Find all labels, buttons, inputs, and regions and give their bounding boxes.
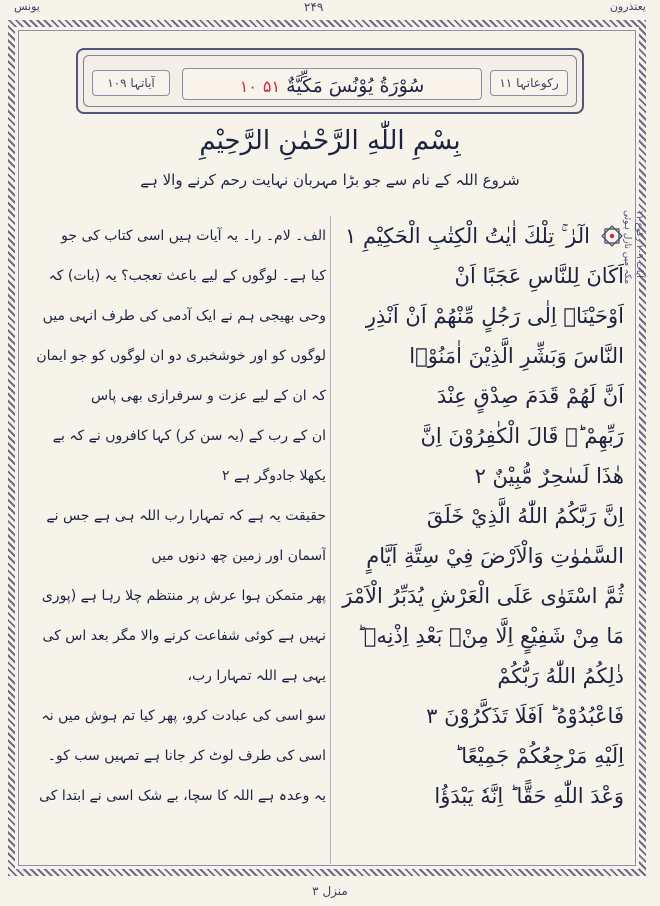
verse-row <box>26 256 630 296</box>
surah-running-head-left: یونس <box>14 0 40 13</box>
arabic-verse: السَّمٰوٰتِ وَالْاَرْضَ فِيْ سِتَّةِ اَيَّامٍ <box>366 544 624 568</box>
arabic-verse: وَعْدَ اللّٰهِ حَقًّا ؕ اِنَّهٗ يَبْدَؤُا <box>434 784 624 808</box>
urdu-translation: کہ ان کے لیے عزت و سرفرازی بھی پاس <box>91 388 326 404</box>
verse-row <box>26 576 630 616</box>
urdu-translation: وحی بھیجی ہم نے ایک آدمی کی طرف انہی میں <box>42 308 326 324</box>
arabic-verse: اِنَّ رَبَّكُمُ اللّٰهُ الَّذِيْ خَلَقَ <box>426 504 624 528</box>
verse-row <box>26 296 630 336</box>
surah-order-number: ۵۱ <box>262 77 281 96</box>
surah-name-box <box>182 68 482 100</box>
translation-heading: شروع اللہ کے نام سے جو بڑا مہربان نہایت رحم کرنے والا ہے <box>140 171 520 189</box>
verse-translation-grid <box>26 216 630 864</box>
side-note-right: آیات ۱۰۹ رکوع ۱۱ <box>634 210 644 278</box>
arabic-verse: اَوْحَيْنَاۤ اِلٰى رَجُلٍ مِّنْهُمْ اَنْ اَنْذِرِ <box>365 304 624 328</box>
urdu-translation: ان کے رب کے (یہ سن کر) کہا کافروں نے کہ بے <box>52 428 326 444</box>
arabic-verse: اِلَيْهِ مَرْجِعُكُمْ جَمِيْعًا ؕ <box>454 744 624 768</box>
verse-row <box>26 216 630 256</box>
urdu-translation: یہی ہے اللہ تمہارا رب، <box>187 668 326 684</box>
bismillah: بِسْمِ اللّٰهِ الرَّحْمٰنِ الرَّحِيْمِ <box>199 126 461 156</box>
urdu-translation: اسی کی طرف لوٹ کر جانا ہے تمہیں سب کو۔ <box>47 748 326 764</box>
arabic-verse: الٓرٰ ۚ تِلْكَ اٰيٰتُ الْكِتٰبِ الْحَكِيْمِ ۱ <box>344 224 590 248</box>
urdu-translation: حقیقت یہ ہے کہ تمہارا رب اللہ ہی ہے جس نے <box>46 508 326 524</box>
verse-row <box>26 336 630 376</box>
side-note-left: مکہ میں نازل ہوئی <box>622 210 632 285</box>
urdu-translation: یکھلا جادوگر ہے ۲ <box>221 468 326 484</box>
verse-row <box>26 456 630 496</box>
arabic-verse: فَاعْبُدُوْهُ ؕ اَفَلَا تَذَكَّرُوْنَ ۳ <box>426 704 624 728</box>
arabic-verse: اَكَانَ لِلنَّاسِ عَجَبًا اَنْ <box>454 264 624 288</box>
verse-row <box>26 696 630 736</box>
verse-row <box>26 376 630 416</box>
surah-title-panel <box>76 48 584 114</box>
surah-title: سُوْرَةُ يُوْنُسَ مَكِّيَّةٌ <box>286 75 425 97</box>
ayat-count-box: آیاتہا ۱۰۹ <box>92 70 170 96</box>
running-head-right: یعتذرون <box>609 0 646 13</box>
manzil-footer: منزل ۳ <box>312 884 348 898</box>
arabic-verse: اَنَّ لَهُمْ قَدَمَ صِدْقٍ عِنْدَ <box>436 384 624 408</box>
arabic-verse: ثُمَّ اسْتَوٰى عَلَى الْعَرْشِ يُدَبِّرُ الْاَمْرَ <box>342 584 624 608</box>
urdu-translation: کیا ہے۔ لوگوں کے لیے باعث تعجب؟ یہ (بات) کہ <box>48 268 326 284</box>
surah-number: ۱۰ <box>239 77 257 96</box>
verse-row <box>26 736 630 776</box>
verse-row <box>26 496 630 536</box>
urdu-translation: یہ وعدہ ہے اللہ کا سچا، بے شک اسی نے ابتدا کی <box>39 788 326 804</box>
verse-row <box>26 656 630 696</box>
urdu-translation: الف۔ لام۔ را۔ یہ آیات ہیں اسی کتاب کی جو <box>61 228 326 244</box>
urdu-translation: آسمان اور زمین چھ دنوں میں <box>151 548 326 564</box>
verse-row <box>26 776 630 816</box>
urdu-translation: لوگوں کو اور خوشخبری دو ان لوگوں کو جو ایمان <box>36 348 326 364</box>
arabic-verse: ذٰلِكُمُ اللّٰهُ رَبُّكُمْ <box>497 664 624 688</box>
urdu-translation: پھر متمکن ہوا عرش پر منتظم چلا رہا ہے (پوری <box>41 588 326 604</box>
arabic-verse: مَا مِنْ شَفِيْعٍ اِلَّا مِنْۢ بَعْدِ اِذْنِهٖ ؕ <box>357 624 624 648</box>
arabic-verse: هٰذَا لَسٰحِرٌ مُّبِيْنٌ ۲ <box>474 464 624 488</box>
verse-row <box>26 616 630 656</box>
urdu-translation: نہیں ہے کوئی شفاعت کرنے والا مگر بعد اس کی <box>42 628 326 644</box>
surah-title-line <box>183 75 481 97</box>
urdu-translation: سو اسی کی عبادت کرو، پھر کیا تم ہوش میں نہ <box>41 708 326 724</box>
ruku-count-box: رکوعاتہا ۱۱ <box>490 70 568 96</box>
arabic-verse: النَّاسَ وَبَشِّرِ الَّذِيْنَ اٰمَنُوْۤا <box>409 344 624 368</box>
page-number: ۲۴۹ <box>304 0 324 14</box>
verse-row <box>26 536 630 576</box>
rub-el-hizb-icon <box>600 224 624 248</box>
arabic-verse: رَبِّهِمْ ؕؔ قَالَ الْكٰفِرُوْنَ اِنَّ <box>420 424 624 448</box>
verse-row <box>26 416 630 456</box>
